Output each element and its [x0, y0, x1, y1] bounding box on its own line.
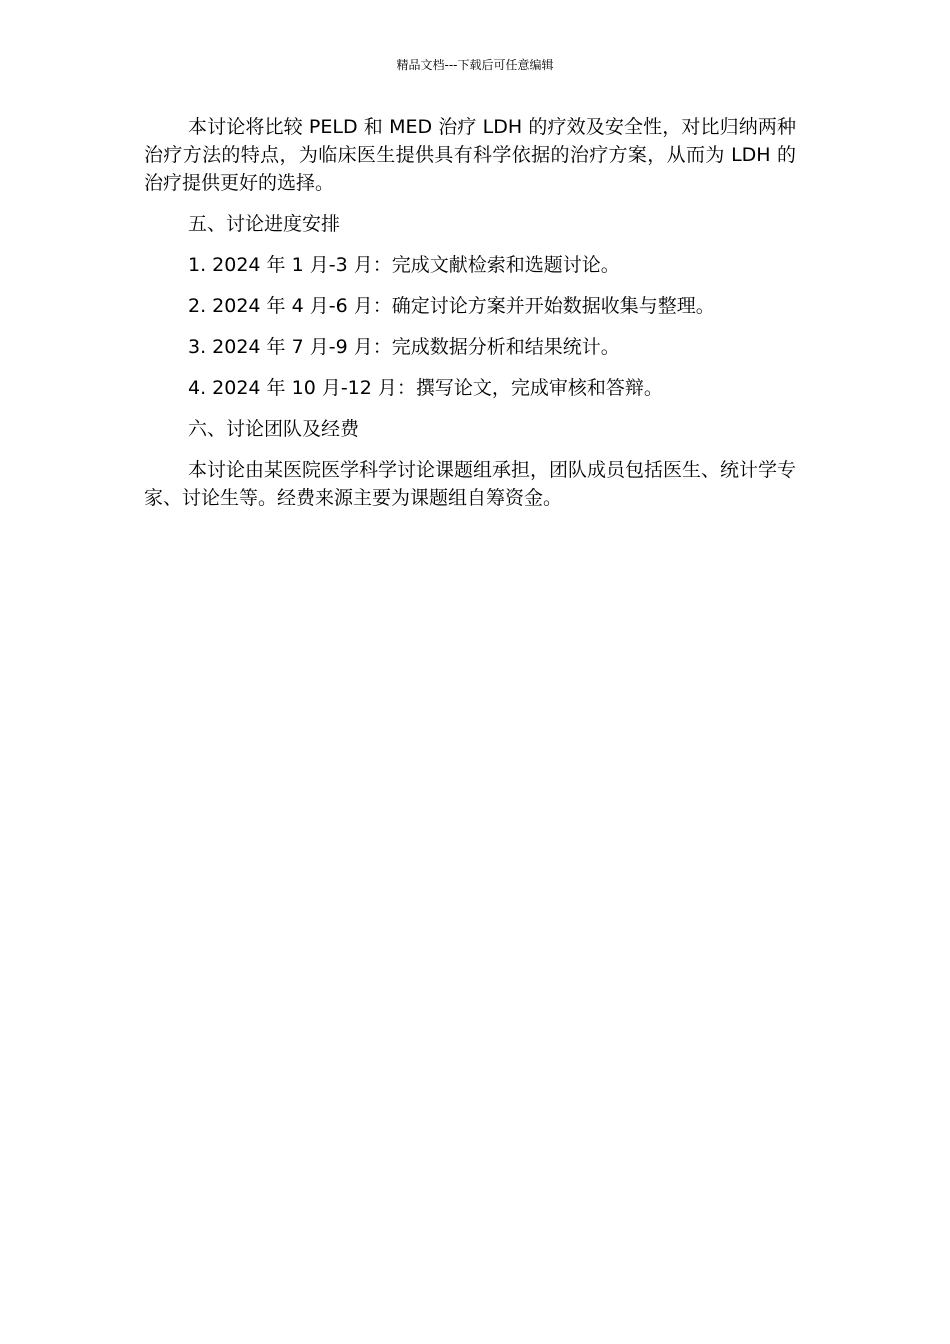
- schedule-item-3: 3. 2024 年 7 月-9 月：完成数据分析和结果统计。: [188, 336, 620, 358]
- paragraph-study-purpose: 本讨论将比较 PELD 和 MED 治疗 LDH 的疗效及安全性，对比归纳两种治疗方法的特点，为临床医生提供具有科学依据的治疗方案，从而为 LDH 的治疗提供更好的选择。: [144, 116, 796, 194]
- paragraph-team-funding: 本讨论由某医院医学科学讨论课题组承担，团队成员包括医生、统计学专家、讨论生等。经费来源主要为课题组自筹资金。: [144, 459, 797, 509]
- section-heading-team-funding: 六、讨论团队及经费: [188, 418, 360, 440]
- schedule-item-1: 1. 2024 年 1 月-3 月：完成文献检索和选题讨论。: [188, 254, 620, 276]
- document-body: [144, 113, 796, 525]
- section-heading-schedule: 五、讨论进度安排: [188, 213, 341, 235]
- schedule-item-2: 2. 2024 年 4 月-6 月：确定讨论方案并开始数据收集与整理。: [188, 295, 715, 317]
- page-header: 精品文档---下载后可任意编辑: [396, 58, 554, 72]
- schedule-item-4: 4. 2024 年 10 月-12 月：撰写论文，完成审核和答辩。: [188, 377, 663, 399]
